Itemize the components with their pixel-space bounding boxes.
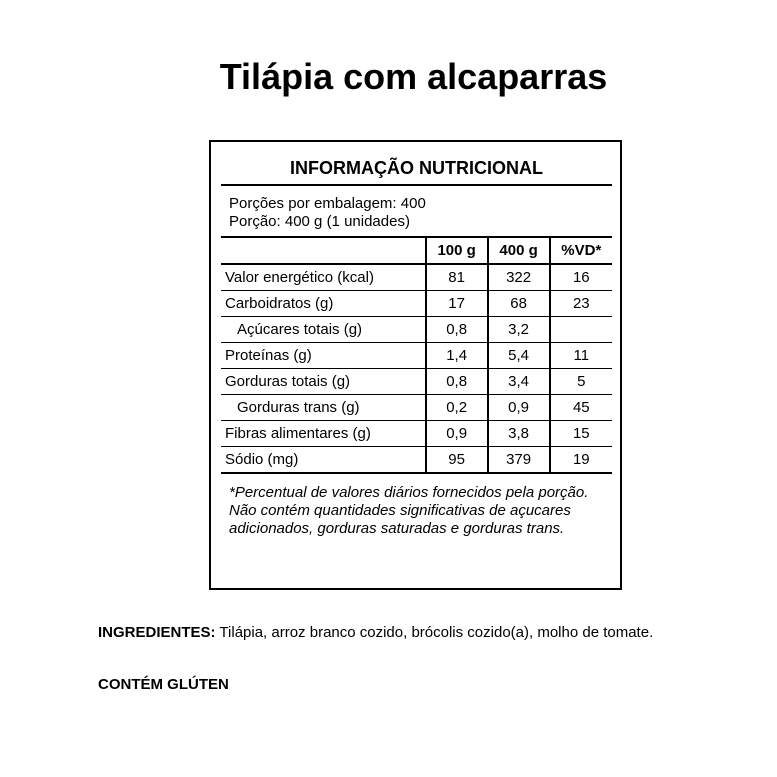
daily-value-footnote: *Percentual de valores diários fornecidos pela porção. (229, 484, 589, 501)
per-100g-value: 0,2 (426, 395, 488, 421)
heading-divider (221, 184, 612, 186)
per-serving-value: 68 (488, 291, 550, 317)
daily-value-percent: 23 (550, 291, 612, 317)
per-serving-value: 0,9 (488, 395, 550, 421)
per-100g-column-header: 100 g (426, 238, 488, 264)
nutrient-name: Gorduras totais (g) (221, 369, 426, 395)
per-100g-value: 17 (426, 291, 488, 317)
nutrient-row-proteins (221, 343, 612, 369)
nutrient-row-energy (221, 264, 612, 291)
ingredients-statement (98, 624, 688, 642)
daily-value-column-header: %VD* (550, 238, 612, 264)
daily-value-percent (550, 317, 612, 343)
nutrient-row-dietary-fiber (221, 421, 612, 447)
per-100g-value: 81 (426, 264, 488, 291)
nutrition-panel-heading: INFORMAÇÃO NUTRICIONAL (290, 158, 543, 178)
per-serving-value: 3,8 (488, 421, 550, 447)
nutrition-facts-panel (209, 140, 622, 590)
nutrient-row-sodium (221, 447, 612, 474)
daily-value-percent: 5 (550, 369, 612, 395)
daily-value-percent: 16 (550, 264, 612, 291)
not-significant-footnote: Não contém quantidades significativas de açucares adicionados, gorduras saturadas e gorduras trans. (229, 502, 571, 537)
nutrition-table-header-row (221, 238, 612, 264)
serving-size: Porção: 400 g (1 unidades) (229, 213, 410, 230)
nutrient-name: Gorduras trans (g) (221, 395, 426, 421)
nutrient-row-total-sugars (221, 317, 612, 343)
nutrient-name: Sódio (mg) (221, 447, 426, 474)
per-100g-value: 1,4 (426, 343, 488, 369)
daily-value-percent: 11 (550, 343, 612, 369)
nutrient-name: Açúcares totais (g) (221, 317, 426, 343)
ingredients-text: Tilápia, arroz branco cozido, brócolis cozido(a), molho de tomate. (219, 624, 654, 641)
servings-per-package: Porções por embalagem: 400 (229, 195, 426, 212)
daily-value-percent: 45 (550, 395, 612, 421)
per-serving-value: 3,4 (488, 369, 550, 395)
per-100g-value: 95 (426, 447, 488, 474)
allergen-notice: CONTÉM GLÚTEN (98, 676, 229, 693)
per-100g-value: 0,8 (426, 369, 488, 395)
product-title: Tilápia com alcaparras (219, 56, 608, 97)
nutrition-table (221, 238, 612, 474)
daily-value-percent: 15 (550, 421, 612, 447)
per-100g-value: 0,8 (426, 317, 488, 343)
daily-value-percent: 19 (550, 447, 612, 474)
per-serving-value: 3,2 (488, 317, 550, 343)
ingredients-label: INGREDIENTES: (98, 624, 216, 641)
per-100g-value: 0,9 (426, 421, 488, 447)
per-serving-column-header: 400 g (488, 238, 550, 264)
per-serving-value: 5,4 (488, 343, 550, 369)
nutrient-name: Valor energético (kcal) (221, 264, 426, 291)
per-serving-value: 322 (488, 264, 550, 291)
nutrient-row-trans-fat (221, 395, 612, 421)
nutrient-name: Carboidratos (g) (221, 291, 426, 317)
nutrient-name: Proteínas (g) (221, 343, 426, 369)
nutrient-row-carbohydrates (221, 291, 612, 317)
nutrient-name: Fibras alimentares (g) (221, 421, 426, 447)
per-serving-value: 379 (488, 447, 550, 474)
nutrient-row-total-fat (221, 369, 612, 395)
nutrition-footnote (229, 484, 599, 538)
nutrient-column-header (221, 238, 426, 264)
